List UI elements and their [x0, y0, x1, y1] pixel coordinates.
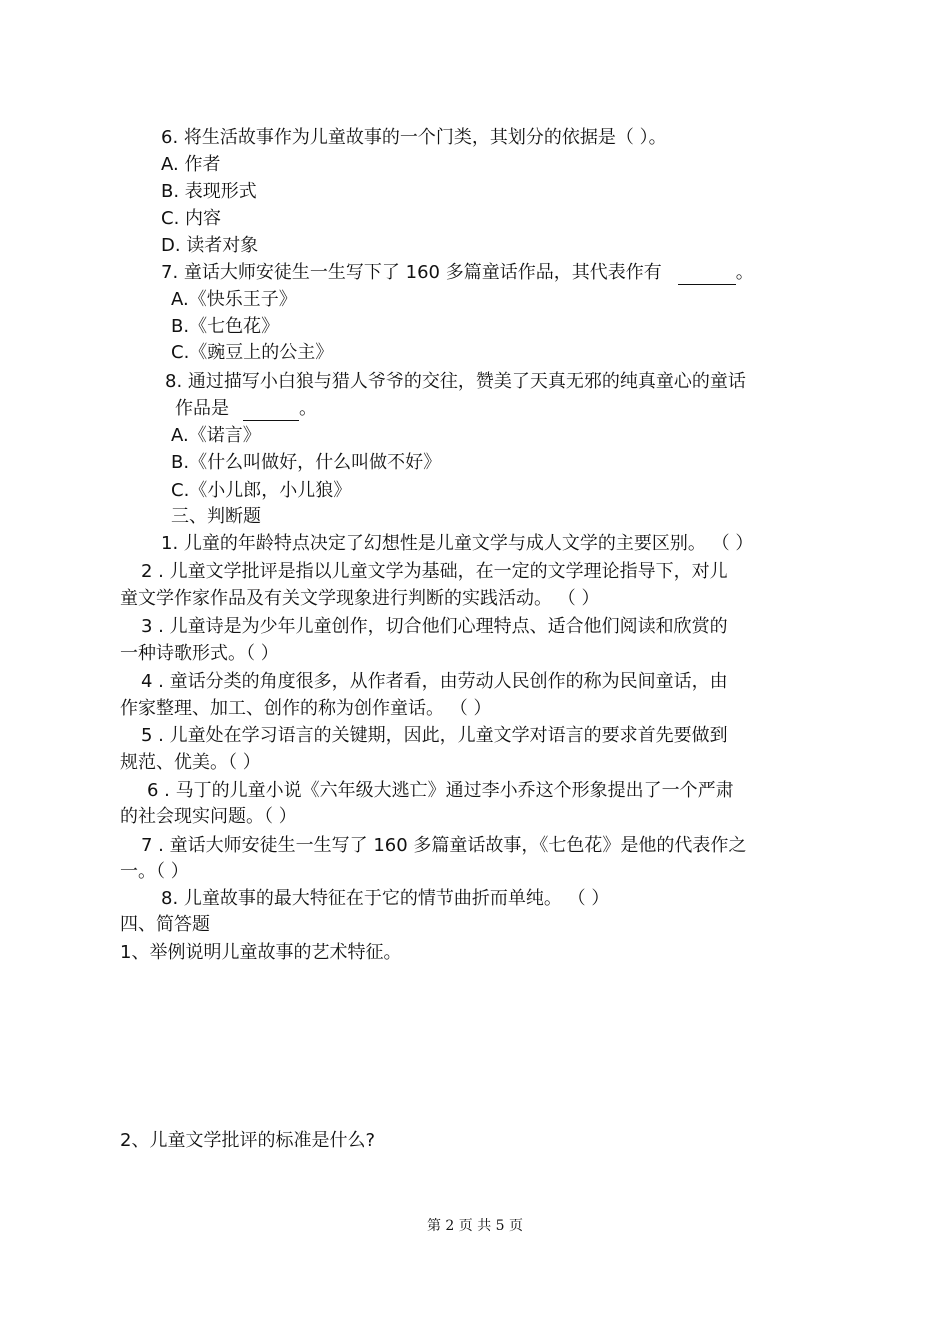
judge-item-8: 8. 儿童故事的最大特征在于它的情节曲折而单纯。 （ ）: [161, 888, 610, 909]
judge-item-3-line-2: 一种诗歌形式。（ ）: [120, 643, 279, 664]
question-7-option-b: B.《七色花》: [171, 316, 280, 337]
question-7-option-c: C.《豌豆上的公主》: [171, 342, 334, 363]
question-7-option-a: A.《快乐王子》: [171, 289, 297, 310]
short-answer-question-1: 1、举例说明儿童故事的艺术特征。: [120, 942, 402, 963]
short-answer-question-2: 2、儿童文学批评的标准是什么?: [120, 1130, 376, 1151]
answer-blank: [678, 262, 736, 285]
judge-item-4-line-1: 4 . 童话分类的角度很多，从作者看，由劳动人民创作的称为民间童话，由: [141, 671, 728, 692]
judge-item-7-line-2: 一。（ ）: [120, 861, 189, 882]
question-7-text: 7. 童话大师安徒生一生写下了 160 多篇童话作品，其代表作有: [161, 262, 662, 283]
page-footer: 第 2 页 共 5 页: [426, 1218, 524, 1234]
question-6-text: 6. 将生活故事作为儿童故事的一个门类，其划分的依据是（ ）。: [161, 127, 667, 148]
question-8-line-2: [175, 398, 317, 421]
judge-item-4-line-2: 作家整理、加工、创作的称为创作童话。 （ ）: [120, 698, 492, 719]
question-7-end: 。: [735, 262, 754, 283]
question-6-option-b: B. 表现形式: [161, 181, 257, 202]
judge-item-1: 1. 儿童的年龄特点决定了幻想性是儿童文学与成人文学的主要区别。 （ ）: [161, 533, 754, 554]
question-6-option-a: A. 作者: [161, 154, 221, 175]
question-8-option-a: A.《诺言》: [171, 425, 261, 446]
question-6-option-d: D. 读者对象: [161, 235, 259, 256]
judge-item-6-line-2: 的社会现实问题。（ ）: [120, 806, 297, 827]
judge-item-6-line-1: 6 . 马丁的儿童小说《六年级大逃亡》通过李小乔这个形象提出了一个严肃: [147, 780, 734, 801]
judge-item-3-line-1: 3 . 儿童诗是为少年儿童创作，切合他们心理特点、适合他们阅读和欣赏的: [141, 616, 728, 637]
judge-item-7-line-1: 7 . 童话大师安徒生一生写了 160 多篇童话故事，《七色花》是他的代表作之: [141, 835, 747, 856]
judge-item-2-line-2: 童文学作家作品及有关文学现象进行判断的实践活动。 （ ）: [120, 588, 600, 609]
question-8-end: 。: [299, 398, 317, 419]
question-8-text: 作品是: [175, 398, 229, 419]
answer-blank: [243, 398, 299, 421]
judge-item-5-line-1: 5 . 儿童处在学习语言的关键期，因此，儿童文学对语言的要求首先要做到: [141, 725, 728, 746]
judge-item-2-line-1: 2 . 儿童文学批评是指以儿童文学为基础，在一定的文学理论指导下，对儿: [141, 561, 728, 582]
question-6-option-c: C. 内容: [161, 208, 222, 229]
question-7-line: [161, 262, 754, 285]
section-3-heading: 三、判断题: [171, 506, 261, 527]
question-8-option-b: B.《什么叫做好，什么叫做不好》: [171, 452, 442, 473]
question-8-line-1: 8. 通过描写小白狼与猎人爷爷的交往，赞美了天真无邪的纯真童心的童话: [165, 371, 746, 392]
judge-item-5-line-2: 规范、优美。（ ）: [120, 752, 261, 773]
question-8-option-c: C.《小儿郎，小儿狼》: [171, 480, 352, 501]
section-4-heading: 四、简答题: [120, 914, 210, 935]
